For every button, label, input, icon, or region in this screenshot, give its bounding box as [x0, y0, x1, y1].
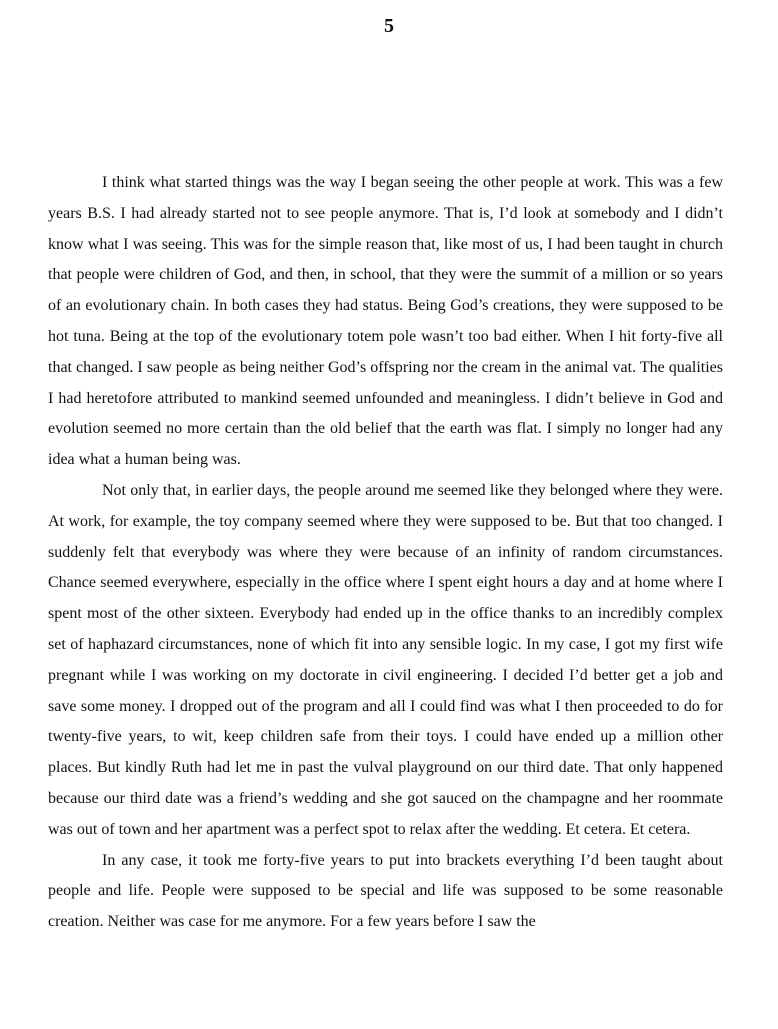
paragraph-3: In any case, it took me forty-five years to put into brackets everything I’d been taught about people and life. People were supposed to be special and life was supposed to be some reasonable creation. Neither was case for me anymore. For a few years before I saw the	[48, 851, 723, 931]
paragraph-2: Not only that, in earlier days, the people around me seemed like they belonged where they were. At work, for example, the toy company seemed where they were supposed to be. But that too changed. I suddenly felt that everybody was where they were because of an infinity of random circumstances. Chance seemed everywhere, especially in the office where I spent eight hours a day and at home where I spent most of the other sixteen. Everybody had ended up in the office thanks to an incredibly complex set of haphazard circumstances, none of which fit into any sensible logic. In my case, I got my first wife pregnant while I was working on my doctorate in civil engineering. I decided I’d better get a job and save some money. I dropped out of the program and all I could find was what I then proceeded to do for twenty-five years, to wit, keep children safe from their toys. I could have ended up a million other places. But kindly Ruth had let me in past the vulval playground on our third date. That only happened because our third date was a friend’s wedding and she got sauced on the champagne and her roommate was out of town and her apartment was a perfect spot to relax after the wedding. Et cetera. Et cetera.	[48, 481, 723, 838]
body-text	[48, 168, 723, 938]
page-number: 5	[384, 15, 394, 37]
paragraph-1: I think what started things was the way I began seeing the other people at work. This was a few years B.S. I had already started not to see people anymore. That is, I’d look at somebody and I didn’t know what I was seeing. This was for the simple reason that, like most of us, I had been taught in church that people were children of God, and then, in school, that they were the summit of a million or so years of an evolutionary chain. In both cases they had status. Being God’s creations, they were supposed to be hot tuna. Being at the top of the evolutionary totem pole wasn’t too bad either. When I hit forty-five all that changed. I saw people as being neither God’s offspring nor the cream in the animal vat. The qualities I had heretofore attributed to mankind seemed unfounded and meaningless. I didn’t believe in God and evolution seemed no more certain than the old belief that the earth was flat. I simply no longer had any idea what a human being was.	[48, 174, 723, 469]
